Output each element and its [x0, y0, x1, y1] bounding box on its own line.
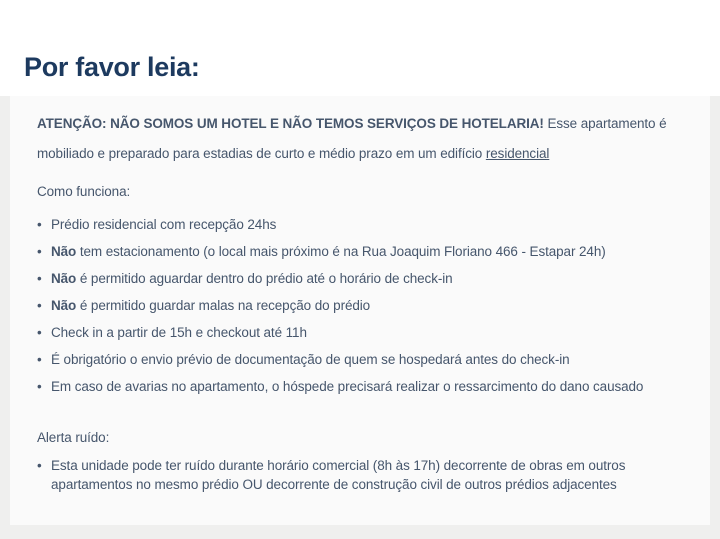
text-segment: é permitido aguardar dentro do prédio até o horário de check-in — [76, 271, 453, 286]
list-item-text — [51, 350, 683, 369]
list-item-text — [51, 456, 683, 494]
text-segment: Não — [51, 271, 77, 286]
bullet-icon: • — [37, 217, 42, 232]
notice-card — [10, 96, 710, 525]
list-item — [37, 265, 683, 292]
text-segment: Esta unidade pode ter ruído durante horário comercial (8h às 17h) decorrente de obras em outros apartamentos no mesmo prédio OU decorrente de construção civil de outros prédios adjacentes — [51, 458, 626, 492]
text-segment: residencial — [485, 146, 550, 161]
list-item-text — [51, 242, 683, 261]
text-segment: Não — [51, 298, 77, 313]
section-heading-noise-alert: Alerta ruído: — [37, 430, 110, 445]
text-segment: tem estacionamento (o local mais próximo é na Rua Joaquim Floriano 466 - Estapar 24h) — [76, 244, 606, 259]
list-item — [37, 238, 683, 265]
list-item — [37, 346, 683, 373]
page-title: Por favor leia: — [24, 52, 200, 82]
noise-alert-list — [37, 452, 683, 498]
list-item-text — [51, 215, 683, 234]
list-item-text — [51, 377, 683, 396]
bullet-icon: • — [37, 352, 42, 367]
text-segment: Prédio residencial com recepção 24hs — [51, 217, 277, 232]
text-segment: Em caso de avarias no apartamento, o hóspede precisará realizar o ressarcimento do dano causado — [51, 379, 644, 394]
text-segment: Esse apartamento é mobiliado e preparado para estadias de curto e médio prazo em um edifício — [37, 116, 667, 161]
bullet-icon: • — [37, 458, 42, 473]
list-item — [37, 452, 683, 498]
list-item — [37, 373, 683, 400]
how-it-works-list — [37, 211, 683, 400]
text-segment: É obrigatório o envio prévio de documentação de quem se hospedará antes do check-in — [51, 352, 570, 367]
text-segment: é permitido guardar malas na recepção do prédio — [76, 298, 371, 313]
list-item — [37, 319, 683, 346]
content-panel — [0, 96, 720, 539]
text-segment: Check in a partir de 15h e checkout até 11h — [51, 325, 307, 340]
text-segment: Não — [51, 244, 77, 259]
intro-paragraph — [37, 109, 683, 169]
list-item-text — [51, 296, 683, 315]
bullet-icon: • — [37, 298, 42, 313]
bullet-icon: • — [37, 271, 42, 286]
bullet-icon: • — [37, 325, 42, 340]
list-item-text — [51, 269, 683, 288]
bullet-icon: • — [37, 244, 42, 259]
list-item — [37, 292, 683, 319]
bullet-icon: • — [37, 379, 42, 394]
section-heading-how-it-works: Como funciona: — [37, 184, 131, 199]
text-segment: ATENÇÃO: NÃO SOMOS UM HOTEL E NÃO TEMOS SERVIÇOS DE HOTELARIA! — [37, 116, 544, 131]
list-item-text — [51, 323, 683, 342]
list-item — [37, 211, 683, 238]
